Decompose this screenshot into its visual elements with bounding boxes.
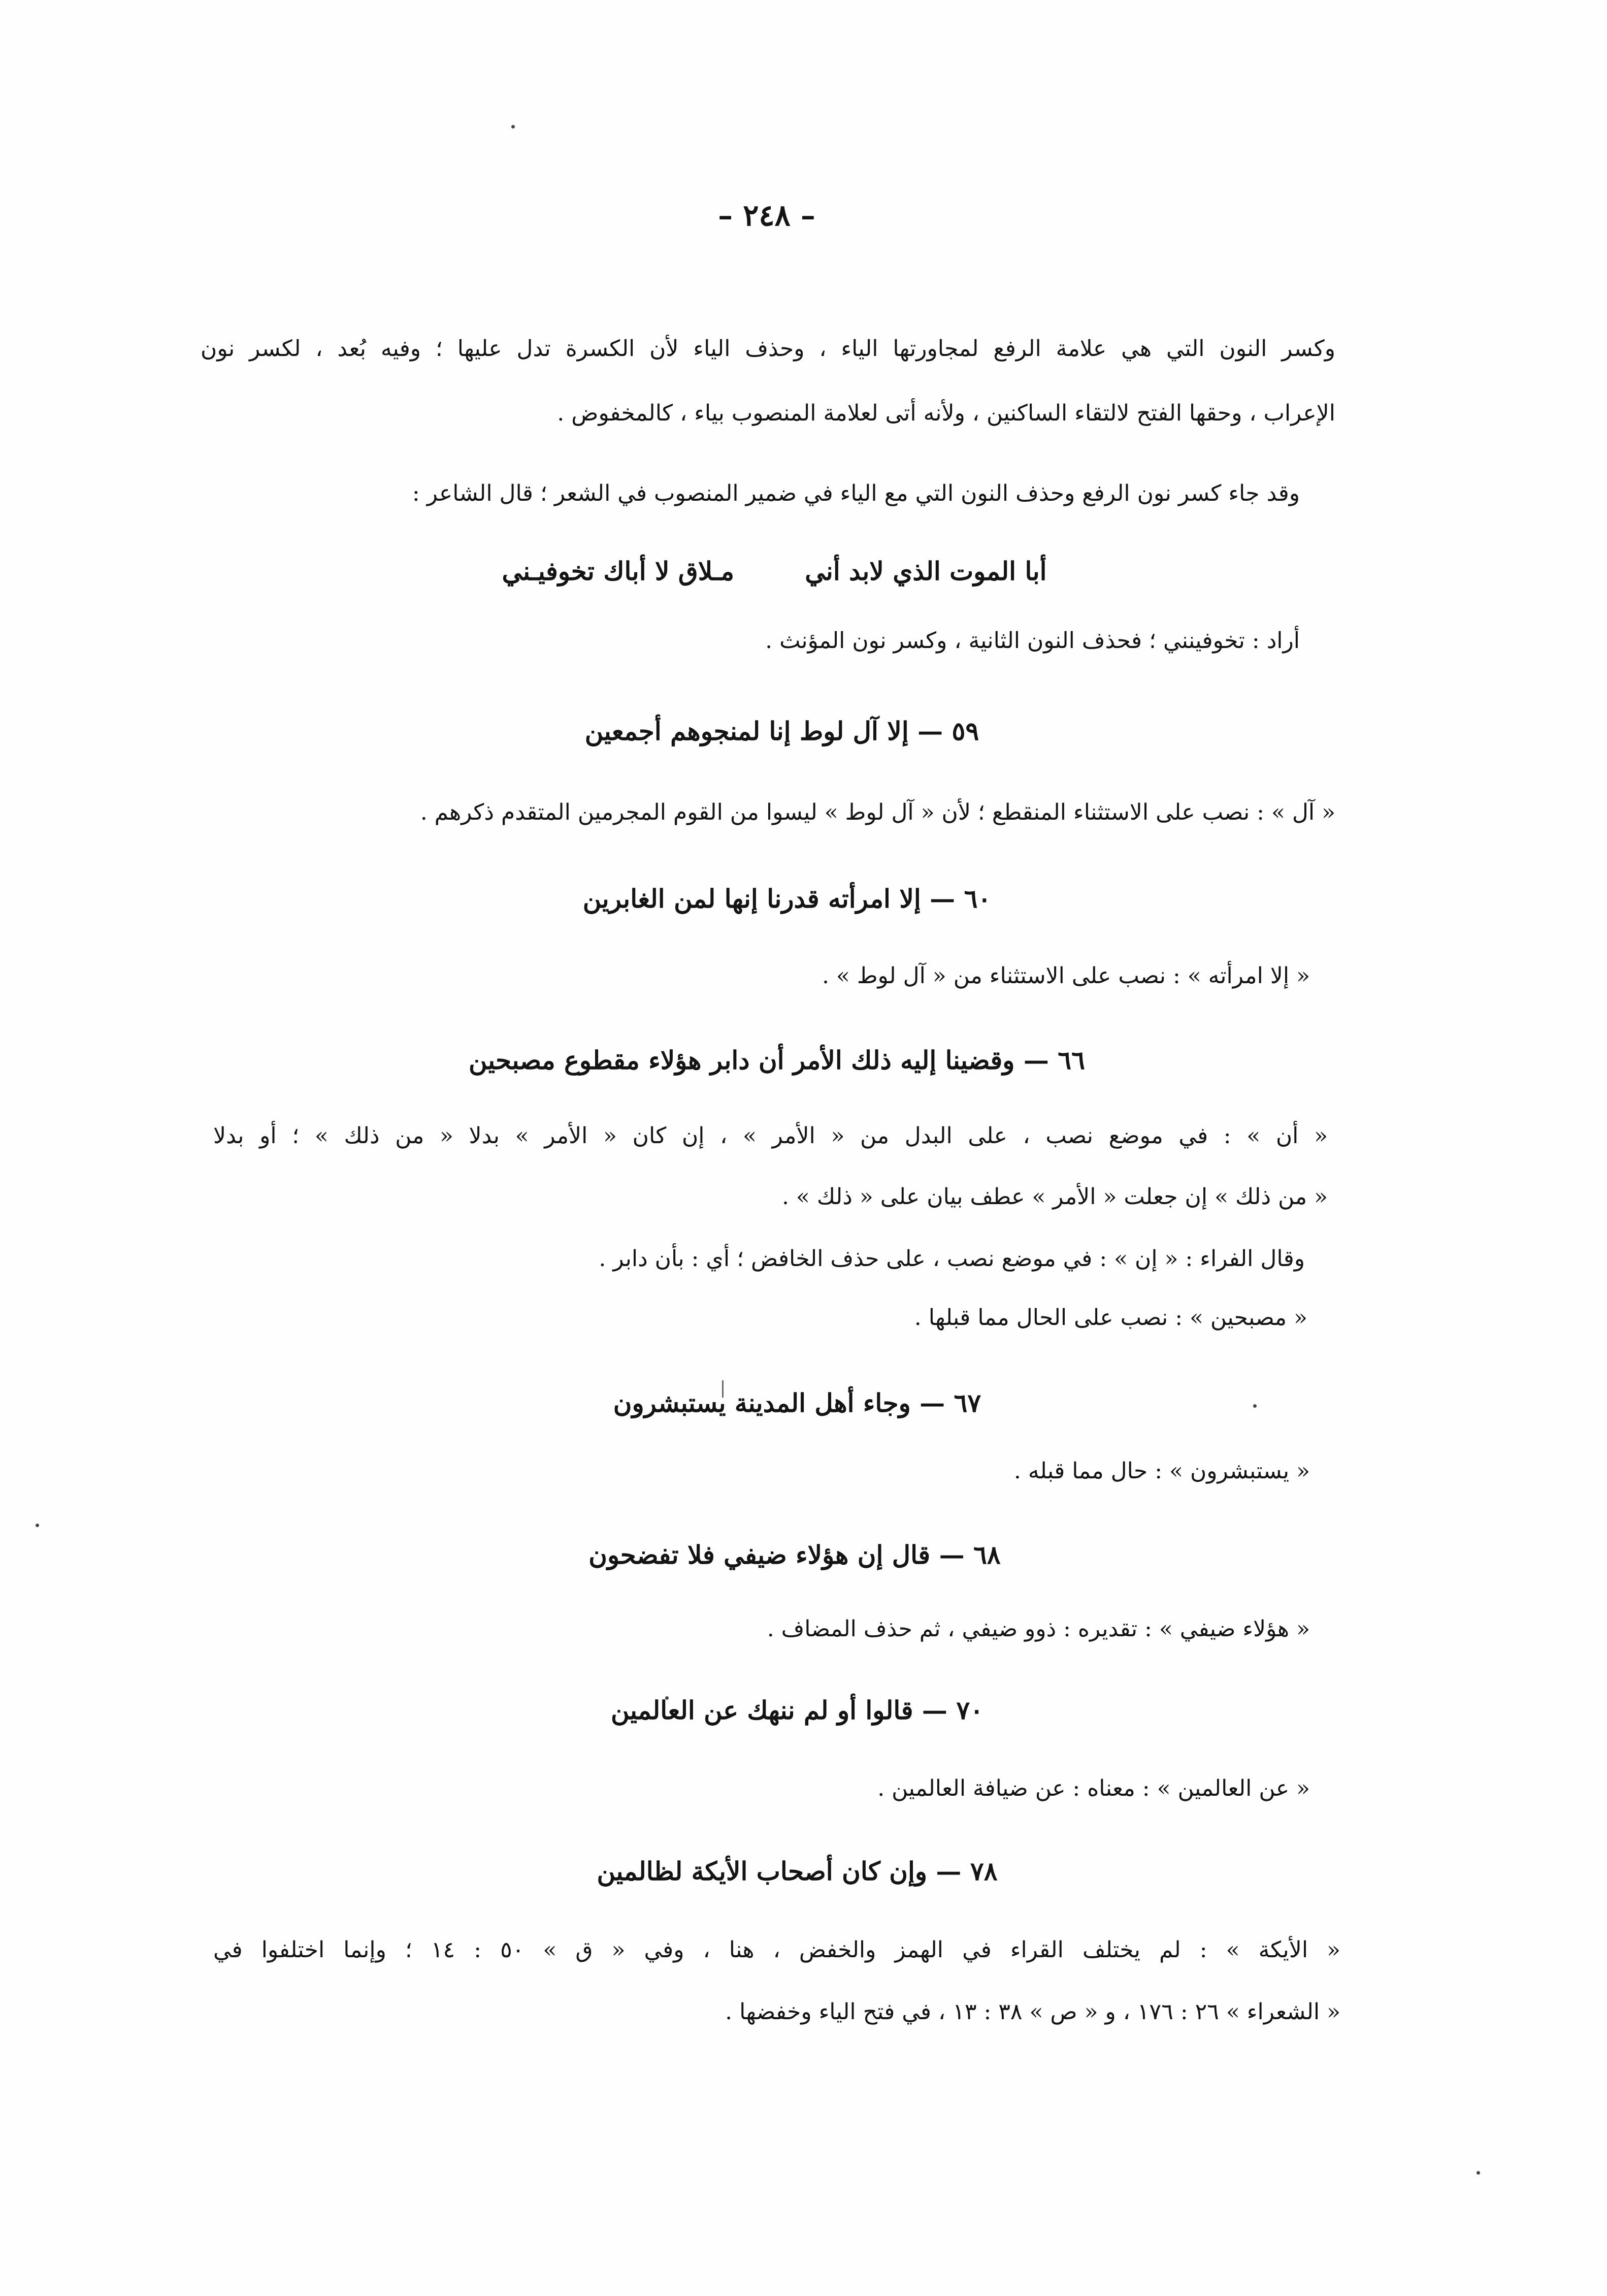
text-line: « آل » : نصب على الاستثناء المنقطع ؛ لأن « آل لوط » ليسوا من القوم المجرمين المتقدم ذكرهم . [420,799,1335,825]
quran-verse-68: ٦٨ — قال إن هؤلاء ضيفي فلا تفضحون [588,1540,1001,1570]
text-line: « عن العالمين » : معناه : عن ضيافة العالمين . [877,1775,1310,1801]
quran-verse-67: ٦٧ — وجاء أهل المدينة يستبشرون [613,1388,981,1418]
text-line: وقد جاء كسر نون الرفع وحذف النون التي مع الياء في ضمير المنصوب في الشعر ؛ قال الشاعر : [412,480,1300,506]
quran-verse-70: ٧٠ — قالوا أو لم ننهك عن العالمين [610,1695,984,1725]
text-line: « مصبحين » : نصب على الحال مما قبلها . [914,1305,1307,1331]
quran-verse-66: ٦٦ — وقضينا إليه ذلك الأمر أن دابر هؤلاء مقطوع مصبحين [469,1045,1085,1075]
scan-speck [36,1524,39,1527]
text-line: وقال الفراء : « إن » : في موضع نصب ، على حذف الخافض ؛ أي : بأن دابر . [599,1246,1305,1272]
text-line: أراد : تخوفينني ؛ فحذف النون الثانية ، وكسر نون المؤنث . [765,628,1300,654]
text-line: « من ذلك » إن جعلت « الأمر » عطف بيان على « ذلك » . [781,1184,1328,1210]
text-line: « هؤلاء ضيفي » : تقديره : ذوو ضيفي ، ثم حذف المضاف . [767,1616,1310,1642]
text-line: الإعراب ، وحقها الفتح لالتقاء الساكنين ، ولأنه أتى لعلامة المنصوب بياء ، كالمخفوض . [557,400,1335,426]
page-number: – ٢٤٨ – [718,198,815,233]
scan-speck [511,125,515,128]
scan-speck [1477,2171,1480,2175]
text-line: « الشعراء » ٢٦ : ١٧٦ ، و « ص » ٣٨ : ١٣ ، في فتح الياء وخفضها . [725,1999,1340,2025]
quran-verse-59: ٥٩ — إلا آل لوط إنا لمنجوهم أجمعين [584,716,979,746]
text-line: وكسر النون التي هي علامة الرفع لمجاورتها الياء ، وحذف الياء لأن الكسرة تدل عليها ؛ وفيه بُعد ، لكسر نون [201,336,1335,362]
poetry-verse: أبا الموت الذي لابد أني مـلاق لا أباك تخوفيـني [502,556,1047,586]
quran-verse-60: ٦٠ — إلا امرأته قدرنا إنها لمن الغابرين [582,884,992,914]
text-line: « الأيكة » : لم يختلف القراء في الهمز والخفض ، هنا ، وفي « ق » ٥٠ : ١٤ ؛ وإنما اختلفوا في [213,1937,1340,1963]
text-line: « أن » : في موضع نصب ، على البدل من « الأمر » ، إن كان « الأمر » بدلا « من ذلك » ؛ أو بدلا [213,1123,1328,1149]
text-line: « إلا امرأته » : نصب على الاستثناء من « آل لوط » . [822,963,1310,989]
text-line: « يستبشرون » : حال مما قبله . [1013,1458,1310,1484]
quran-verse-78: ٧٨ — وإن كان أصحاب الأيكة لظالمين [597,1856,998,1886]
scan-speck [1253,1404,1257,1408]
